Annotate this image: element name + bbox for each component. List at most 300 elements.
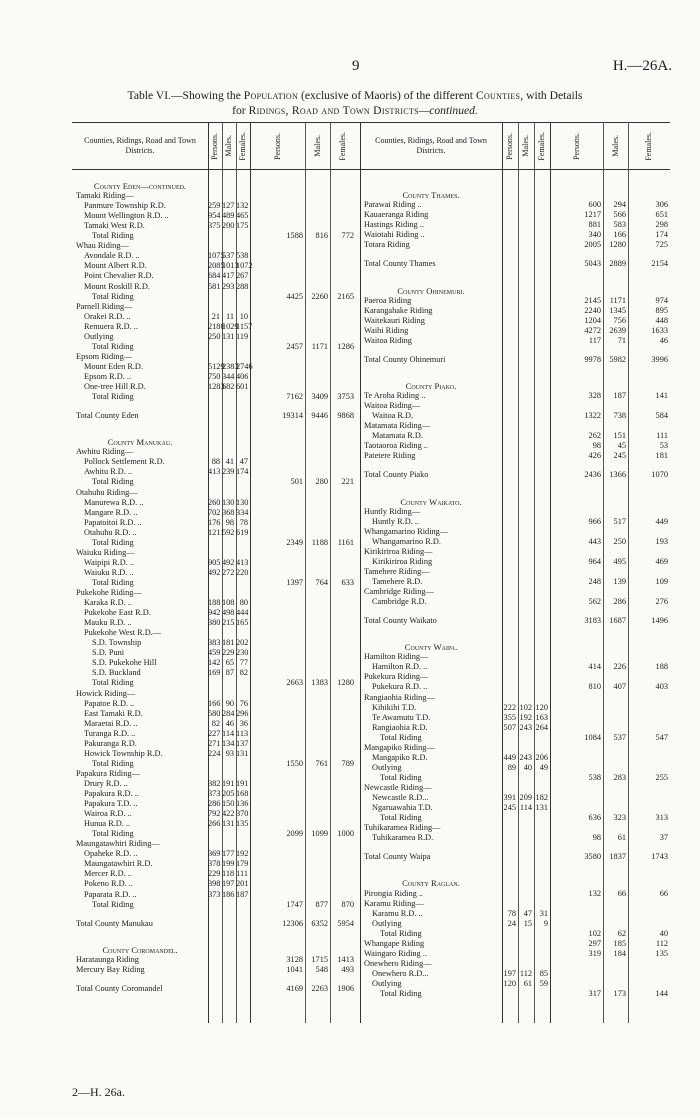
right-table-row: [360, 763, 670, 773]
right-females-cell: 298: [655, 220, 668, 230]
right-table-row: [360, 703, 670, 713]
left-row-label: Avondale R.D. ..: [84, 251, 140, 261]
left-table-row: [72, 382, 356, 392]
left-table-row: [72, 568, 356, 578]
right-persons-cell: 636: [588, 813, 601, 823]
left-table-row: [72, 271, 356, 281]
left-row-label: Remuera R.D. ..: [84, 321, 138, 331]
right-persons-cell: 98: [592, 441, 601, 451]
right-table-row: [360, 259, 670, 269]
right-persons-cell: 9978: [584, 354, 601, 364]
right-row-label: Total County Waikato: [364, 616, 437, 626]
left-persons-cell: 792: [208, 809, 221, 819]
left-persons-cell: 2349: [286, 537, 303, 547]
left-persons-cell: 271: [208, 738, 221, 748]
left-persons-cell: 7162: [286, 392, 303, 402]
left-persons-cell: 250: [208, 331, 221, 341]
right-males-cell: 243: [519, 752, 532, 762]
right-table-row: [360, 441, 670, 451]
left-males-cell: 1383: [311, 678, 328, 688]
right-persons-cell: 600: [588, 200, 601, 210]
left-males-cell: 368: [222, 507, 235, 517]
right-persons-cell: 328: [588, 391, 601, 401]
right-row-label: Pirongia Riding ..: [364, 888, 424, 898]
right-males-cell: 61: [617, 833, 626, 843]
right-persons-cell: 355: [503, 712, 516, 722]
right-males-cell: 566: [613, 210, 626, 220]
right-males-cell: 1345: [609, 305, 626, 315]
left-females-cell: 413: [236, 557, 249, 567]
right-table-row: [360, 852, 670, 862]
left-females-cell: 187: [236, 889, 249, 899]
right-table-row: [360, 230, 670, 240]
right-row-label: Totara Riding: [364, 240, 410, 250]
left-row-label: Total Riding: [92, 829, 134, 839]
left-table-row: [72, 658, 356, 668]
left-row-label: Pukekohe West R.D.—: [84, 628, 162, 638]
left-row-label: Papakura R.D. ..: [84, 789, 139, 799]
left-males-column-header: [222, 123, 236, 169]
left-row-label: Turanga R.D. ..: [84, 728, 136, 738]
right-persons-cell: 391: [503, 793, 516, 803]
right-row-label: Outlying: [372, 762, 402, 772]
left-persons-cell: 188: [208, 598, 221, 608]
right-males-cell: 66: [617, 888, 626, 898]
left-persons-cell: 142: [208, 658, 221, 668]
left-persons-header-label: Persons.: [210, 132, 219, 160]
left-persons-header-label: Persons.: [272, 132, 282, 160]
right-county-heading: County Ohinemuri.: [397, 285, 465, 296]
left-row-label: Total County Coromandel: [76, 983, 163, 993]
right-row-label: Kauaeranga Riding: [364, 210, 429, 220]
left-table-row: [72, 608, 356, 618]
left-table-row: [72, 201, 356, 211]
left-table-row: [72, 689, 356, 699]
right-row-label: Waitekauri Riding: [364, 315, 425, 325]
right-table-row: [360, 723, 670, 733]
left-table-row: [72, 719, 356, 729]
left-persons-cell: 82: [211, 718, 220, 728]
left-persons-cell: 750: [208, 371, 221, 381]
right-persons-column-header: [550, 123, 603, 169]
right-row-label: Waitoa Riding: [364, 335, 412, 345]
left-males-header-label: Males.: [312, 135, 322, 157]
right-row-label: Kirikiriroa Riding: [372, 556, 433, 566]
left-males-cell: 816: [315, 231, 328, 241]
right-males-cell: 192: [519, 712, 532, 722]
left-persons-cell: 378: [208, 859, 221, 869]
right-row-label: Whangamarino R.D.: [372, 536, 441, 546]
left-females-cell: 76: [239, 698, 248, 708]
left-females-cell: 2165: [337, 291, 354, 301]
right-table-row: [360, 979, 670, 989]
right-males-cell: 517: [613, 516, 626, 526]
right-row-label: Hastings Riding ..: [364, 220, 424, 230]
left-persons-cell: 2663: [286, 678, 303, 688]
right-row-label: Total County Ohinemuri: [364, 354, 446, 364]
right-row-label: Rangiaohia R.D.: [372, 722, 428, 732]
left-table-row: [72, 251, 356, 261]
left-persons-cell: 5129: [208, 361, 225, 371]
left-females-header-label: Females.: [238, 131, 247, 161]
left-row-label: Papatoe R.D. ..: [84, 698, 135, 708]
left-males-cell: 2383: [222, 361, 239, 371]
right-row-label: Huntly Riding—: [364, 506, 421, 516]
right-females-cell: 1633: [651, 325, 668, 335]
left-table-row: [72, 372, 356, 382]
right-persons-cell: 1322: [584, 411, 601, 421]
left-row-label: Total County Eden: [76, 411, 139, 421]
left-table-row: [72, 678, 356, 688]
right-row-label: Kirikiriroa Riding—: [364, 546, 433, 556]
right-row-label: Tamehere Riding—: [364, 566, 430, 576]
left-males-cell: 2260: [311, 291, 328, 301]
right-persons-cell: 1204: [584, 315, 601, 325]
right-males-cell: 209: [519, 793, 532, 803]
left-persons-cell: 259: [208, 201, 221, 211]
right-row-label: Whangamarino Riding—: [364, 526, 449, 536]
left-county-heading: County Eden—continued.: [93, 181, 187, 191]
left-females-cell: 202: [236, 638, 249, 648]
right-table-row: [360, 577, 670, 587]
left-females-cell: 165: [236, 618, 249, 628]
right-table-row: [360, 401, 670, 411]
title-continued: —continued.: [418, 104, 478, 117]
left-row-label: Pukekohe East R.D.: [84, 608, 151, 618]
left-persons-cell: 413: [208, 467, 221, 477]
right-persons-cell: 98: [592, 833, 601, 843]
right-males-header-label: Males.: [610, 135, 620, 157]
left-row-label: Pukekohe Riding—: [76, 588, 142, 598]
right-males-column-header: [603, 123, 628, 169]
left-males-cell: 2263: [311, 983, 328, 993]
left-persons-cell: 580: [208, 708, 221, 718]
right-row-label: Whangape Riding: [364, 938, 425, 948]
left-females-cell: 78: [239, 517, 248, 527]
left-persons-cell: 2186: [208, 321, 225, 331]
left-males-cell: 682: [222, 382, 235, 391]
right-table-row: [360, 662, 670, 672]
left-row-label: S.D. Buckland: [92, 668, 141, 678]
left-table-row: [72, 538, 356, 548]
left-males-cell: 114: [222, 728, 235, 738]
left-males-cell: 293: [222, 281, 235, 291]
right-table-row: [360, 431, 670, 441]
right-table-row: [360, 929, 670, 939]
left-row-label: Maungatawhiri R.D.: [84, 859, 153, 869]
left-table-row: [72, 709, 356, 719]
right-females-cell: 2154: [651, 259, 668, 269]
left-table-row: [72, 819, 356, 829]
left-males-cell: 239: [222, 467, 235, 477]
left-females-cell: 221: [341, 477, 354, 487]
right-table-row: [360, 537, 670, 547]
left-table-row: [72, 548, 356, 558]
table-header-row: [72, 123, 670, 170]
right-table-row: [360, 949, 670, 959]
right-row-label: Total Riding: [380, 732, 422, 742]
left-table-row: [72, 809, 356, 819]
left-persons-cell: 684: [208, 271, 221, 281]
right-table-row: [360, 220, 670, 230]
right-table-row: [360, 793, 670, 803]
right-table-row: [360, 823, 670, 833]
right-females-cell: 9: [543, 918, 548, 928]
left-persons-cell: 459: [208, 648, 221, 658]
right-females-cell: 112: [655, 938, 668, 948]
right-females-cell: 181: [655, 451, 668, 461]
title-counties: Counties: [475, 89, 521, 102]
left-males-cell: 199: [222, 859, 235, 869]
left-table-row: [72, 498, 356, 508]
left-persons-cell: 702: [208, 507, 221, 517]
right-county-heading: County Piako.: [405, 380, 457, 391]
right-table-row: [360, 240, 670, 250]
right-persons-cell: 245: [503, 803, 516, 813]
left-females-cell: 5954: [337, 918, 354, 928]
right-females-cell: 3996: [651, 354, 668, 364]
right-table-row: [360, 326, 670, 336]
left-persons-cell: 19314: [282, 411, 303, 421]
left-persons-cell: 2085: [208, 261, 225, 271]
right-row-label: Pukekura Riding—: [364, 672, 429, 682]
right-males-cell: 495: [613, 556, 626, 566]
left-persons-cell: 176: [208, 517, 221, 527]
left-table-row: [72, 779, 356, 789]
left-table-row: [72, 447, 356, 457]
right-males-cell: 1366: [609, 470, 626, 480]
title-after: , with Details: [520, 89, 583, 102]
right-persons-header-label: Persons.: [505, 132, 514, 160]
right-table-row: [360, 411, 670, 421]
left-persons-cell: 492: [208, 567, 221, 577]
left-males-cell: 118: [222, 869, 235, 879]
right-row-label: Onewhero Riding—: [364, 958, 432, 968]
right-county-heading: County Waikato.: [400, 496, 462, 507]
right-females-cell: 163: [535, 712, 548, 722]
left-males-cell: 205: [222, 789, 235, 799]
left-males-cell: 9446: [311, 411, 328, 421]
left-females-cell: 870: [341, 899, 354, 909]
left-table-row: [72, 302, 356, 312]
right-females-cell: 547: [655, 732, 668, 742]
left-females-cell: 192: [236, 849, 249, 859]
right-table-row: [360, 969, 670, 979]
left-table-row: [72, 769, 356, 779]
left-females-cell: 168: [236, 789, 249, 799]
left-persons-cell: 373: [208, 789, 221, 799]
left-persons-cell: 1075: [208, 251, 225, 261]
left-table-row: [72, 955, 356, 965]
right-table-row: [360, 959, 670, 969]
right-table-row: [360, 693, 670, 703]
right-persons-cell: 78: [507, 908, 516, 918]
right-males-cell: 151: [613, 431, 626, 441]
right-females-cell: 85: [539, 968, 548, 978]
left-females-cell: 47: [239, 457, 248, 467]
right-persons-cell: 89: [507, 762, 516, 772]
right-persons-cell: 262: [588, 431, 601, 441]
left-row-label: Maungatawhiri Riding—: [76, 839, 160, 849]
left-persons-cell: 369: [208, 849, 221, 859]
right-persons-cell: 222: [503, 702, 516, 712]
left-row-label: Whau Riding—: [76, 241, 129, 251]
right-females-cell: 1743: [651, 852, 668, 862]
right-persons-header-label: Persons.: [571, 132, 581, 160]
left-row-label: Total Riding: [92, 291, 134, 301]
right-row-label: Cambridge R.D.: [372, 597, 427, 607]
left-females-cell: 2746: [236, 361, 253, 371]
left-males-cell: 131: [222, 819, 235, 829]
left-table-row: [72, 859, 356, 869]
left-table-row: [72, 191, 356, 201]
left-table-row: [72, 789, 356, 799]
left-females-cell: 137: [236, 738, 249, 748]
left-females-cell: 444: [236, 608, 249, 618]
left-table-row: [72, 261, 356, 271]
right-males-cell: 1687: [609, 616, 626, 626]
right-persons-cell: 319: [588, 948, 601, 958]
right-row-label: Total County Thames: [364, 259, 436, 269]
right-table-row: [360, 672, 670, 682]
right-males-cell: 166: [613, 230, 626, 240]
left-males-cell: 200: [222, 221, 235, 231]
right-table-row: [360, 713, 670, 723]
right-persons-cell: 3580: [584, 852, 601, 862]
right-row-label: Kihikihi T.D.: [372, 702, 417, 712]
left-females-cell: 3753: [337, 392, 354, 402]
right-males-cell: 5982: [609, 354, 626, 364]
left-males-cell: 134: [222, 738, 235, 748]
left-row-label: Outlying: [84, 331, 114, 341]
left-females-cell: 111: [236, 869, 248, 879]
right-males-cell: 71: [617, 335, 626, 345]
right-females-cell: 182: [535, 793, 548, 803]
left-males-cell: 1188: [311, 537, 328, 547]
left-table-row: [72, 312, 356, 322]
right-row-label: Cambridge Riding—: [364, 587, 434, 597]
left-table-row: [72, 839, 356, 849]
right-females-cell: 66: [659, 888, 668, 898]
title-prefix: Table VI.—Showing the: [127, 89, 241, 102]
right-table-row: [360, 616, 670, 626]
left-table-row: [72, 292, 356, 302]
right-table-row: [360, 813, 670, 823]
left-males-cell: 6352: [311, 918, 328, 928]
title-for: for: [232, 104, 246, 117]
left-table-row: [72, 457, 356, 467]
right-males-cell: 187: [613, 391, 626, 401]
right-females-cell: 469: [655, 556, 668, 566]
left-females-cell: 230: [236, 648, 249, 658]
left-persons-cell: 1041: [286, 964, 303, 974]
left-table-row: [72, 477, 356, 487]
left-females-cell: 1072: [236, 261, 253, 271]
left-males-cell: 93: [225, 748, 234, 758]
right-females-cell: 651: [655, 210, 668, 220]
left-females-cell: 119: [236, 331, 249, 341]
left-persons-cell: 224: [208, 748, 221, 758]
right-males-cell: 173: [613, 989, 626, 999]
left-persons-cell: 227: [208, 728, 221, 738]
right-females-column-header: [628, 123, 670, 169]
left-row-label: Total Riding: [92, 341, 134, 351]
population-table: [72, 122, 670, 1023]
right-females-cell: 59: [539, 978, 548, 988]
right-persons-cell: 2145: [584, 295, 601, 305]
right-row-label: Waitoa R.D.: [372, 411, 414, 421]
right-females-cell: 895: [655, 305, 668, 315]
left-row-label: Total Riding: [92, 231, 134, 241]
left-row-label: Awhitu R.D. ..: [84, 467, 133, 477]
right-females-column-header: [534, 123, 550, 169]
right-row-label: Parawai Riding ..: [364, 200, 422, 210]
right-males-header-label: Males.: [521, 135, 530, 157]
left-table-row: [72, 508, 356, 518]
right-males-cell: 2639: [609, 325, 626, 335]
left-females-cell: 9868: [337, 411, 354, 421]
right-females-cell: 31: [539, 908, 548, 918]
left-row-label: S.D. Township: [92, 638, 142, 648]
left-table-row: [72, 729, 356, 739]
left-females-cell: 131: [236, 748, 249, 758]
left-table-row: [72, 618, 356, 628]
left-persons-cell: 1588: [286, 231, 303, 241]
left-table-row: [72, 900, 356, 910]
right-row-label: Te Aroha Riding ..: [364, 391, 426, 401]
right-persons-cell: 2240: [584, 305, 601, 315]
right-males-cell: 537: [613, 732, 626, 742]
left-row-label: Total Riding: [92, 758, 134, 768]
left-table-row: [72, 392, 356, 402]
right-table-row: [360, 557, 670, 567]
left-males-cell: 127: [222, 201, 235, 211]
left-females-cell: 80: [239, 598, 248, 608]
right-males-column-header: [518, 123, 534, 169]
left-males-cell: 761: [315, 758, 328, 768]
left-persons-cell: 398: [208, 879, 221, 889]
left-males-header-label: Males.: [224, 135, 233, 157]
left-persons-cell: 501: [290, 477, 303, 487]
left-females-cell: 132: [236, 201, 249, 211]
right-table-row: [360, 899, 670, 909]
left-persons-cell: 383: [208, 638, 221, 648]
left-row-label: Parnell Riding—: [76, 301, 133, 311]
right-males-cell: 756: [613, 315, 626, 325]
left-row-label: Mauku R.D. ..: [84, 618, 132, 628]
left-table-row: [72, 759, 356, 769]
right-row-label: Rangiaohia Riding—: [364, 692, 435, 702]
left-table-row: [72, 558, 356, 568]
right-females-cell: 584: [655, 411, 668, 421]
right-row-label: Tuhikaramea R.D.: [372, 833, 434, 843]
right-females-cell: 53: [659, 441, 668, 451]
right-females-cell: 313: [655, 813, 668, 823]
left-females-cell: 619: [236, 527, 249, 537]
right-males-cell: 294: [613, 200, 626, 210]
right-persons-cell: 120: [503, 978, 516, 988]
left-row-label: Total Riding: [92, 537, 134, 547]
right-table-row: [360, 391, 670, 401]
right-row-label: Outlying: [372, 918, 402, 928]
left-males-cell: 1013: [222, 261, 239, 271]
left-row-label: Mercer R.D. ..: [84, 869, 132, 879]
left-females-cell: 772: [341, 231, 354, 241]
left-table-row: [72, 528, 356, 538]
right-table-row: [360, 743, 670, 753]
left-females-cell: 493: [341, 964, 354, 974]
left-persons-cell: 1747: [286, 899, 303, 909]
